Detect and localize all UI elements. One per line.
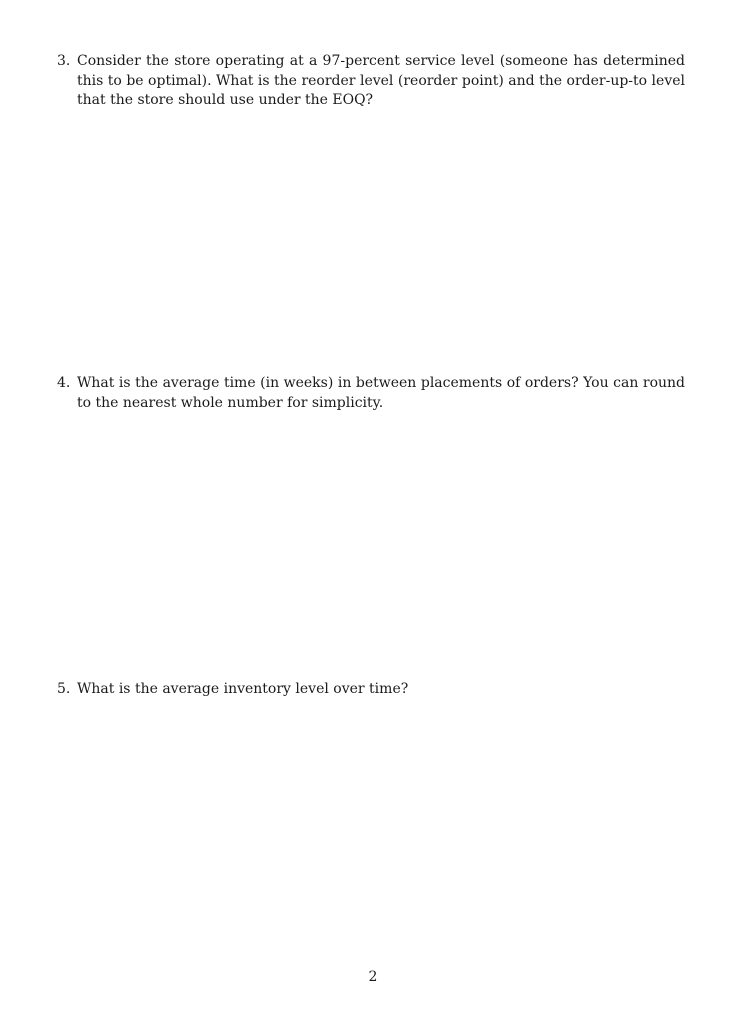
- question-4: [57, 374, 685, 413]
- question-number: 4.: [57, 375, 71, 391]
- question-text: What is the average inventory level over time?: [77, 681, 409, 697]
- question-3: [57, 52, 685, 111]
- question-number: 3.: [57, 53, 71, 69]
- page-number: 2: [368, 969, 378, 985]
- question-5: [57, 680, 685, 700]
- question-text: Consider the store operating at a 97-percent service level (someone has determined this to be optimal). What is the reorder level (reorder point) and the order-up-to level that the store should use under the EOQ?: [77, 53, 685, 108]
- question-text: What is the average time (in weeks) in between placements of orders? You can round to the nearest whole number for simplicity.: [77, 375, 685, 411]
- question-number: 5.: [57, 681, 71, 697]
